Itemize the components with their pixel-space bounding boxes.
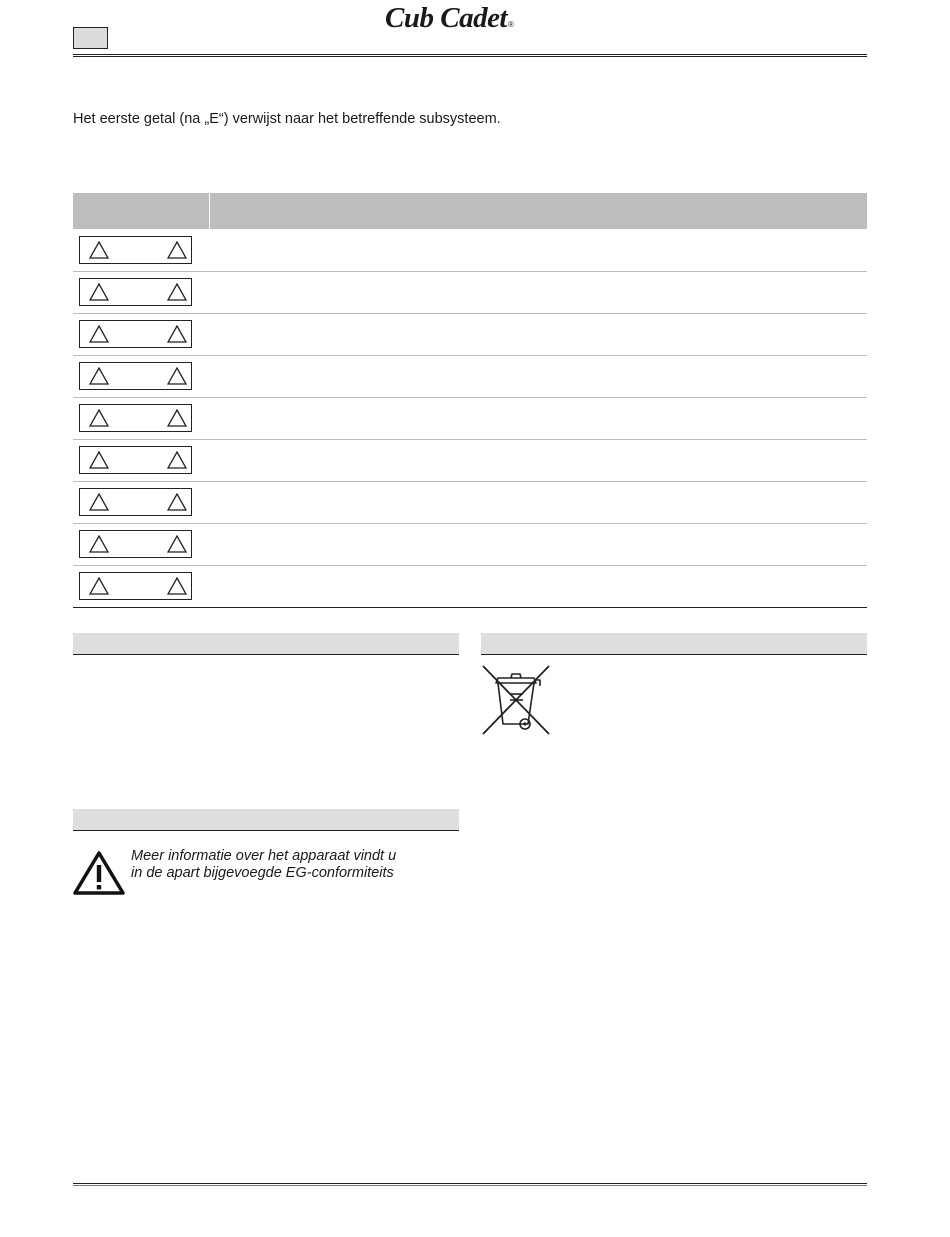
warning-triangle-outline-icon (89, 493, 109, 511)
warning-triangle-outline-icon (89, 409, 109, 427)
warning-triangle-outline-icon (167, 409, 187, 427)
table-row (73, 230, 867, 272)
warning-triangle-outline-icon (89, 367, 109, 385)
warning-code-box (79, 404, 192, 432)
warning-triangle-outline-icon (89, 325, 109, 343)
warning-code-box (79, 446, 192, 474)
table-row (73, 566, 867, 608)
warning-triangle-outline-icon (167, 535, 187, 553)
table-row (73, 398, 867, 440)
warning-code-box (79, 488, 192, 516)
warning-triangle-outline-icon (167, 283, 187, 301)
warning-triangle-outline-icon (89, 535, 109, 553)
table-row (73, 356, 867, 398)
warning-code-box (79, 236, 192, 264)
warning-triangle-outline-icon (167, 241, 187, 259)
warning-triangle-outline-icon (89, 283, 109, 301)
section-bar-disposal (481, 633, 867, 655)
logo-text: Cub Cadet (385, 2, 507, 34)
table-row (73, 440, 867, 482)
warning-triangle-outline-icon (167, 325, 187, 343)
warning-triangle-outline-icon (89, 451, 109, 469)
section-bar-left-top (73, 633, 459, 655)
conformity-note-line1: Meer informatie over het apparaat vindt u (131, 848, 397, 864)
exclamation-triangle-icon (73, 850, 125, 896)
footer-rule (73, 1183, 867, 1186)
table-header (73, 193, 867, 229)
table-header-divider (209, 193, 210, 229)
registered-mark: ® (508, 20, 514, 29)
conformity-note-line2: in de apart bijgevoegde EG-conformiteits (131, 865, 394, 881)
warning-code-box (79, 278, 192, 306)
crossed-out-wheelie-bin-icon (481, 664, 551, 736)
warning-triangle-outline-icon (167, 451, 187, 469)
warning-triangle-outline-icon (167, 577, 187, 595)
table-row (73, 482, 867, 524)
conformity-note (131, 848, 396, 882)
warning-code-box (79, 530, 192, 558)
section-bar-conformity (73, 809, 459, 831)
table-row (73, 272, 867, 314)
cub-cadet-logo (385, 2, 565, 38)
language-box (73, 27, 108, 49)
warning-triangle-outline-icon (89, 241, 109, 259)
warning-triangle-outline-icon (89, 577, 109, 595)
warning-code-box (79, 362, 192, 390)
warning-triangle-outline-icon (167, 493, 187, 511)
intro-text: Het eerste getal (na „E“) verwijst naar het betreffende subsysteem. (73, 111, 501, 127)
table-row (73, 524, 867, 566)
header-rule (73, 54, 867, 57)
warning-code-box (79, 572, 192, 600)
table-row (73, 314, 867, 356)
warning-triangle-outline-icon (167, 367, 187, 385)
warning-code-box (79, 320, 192, 348)
